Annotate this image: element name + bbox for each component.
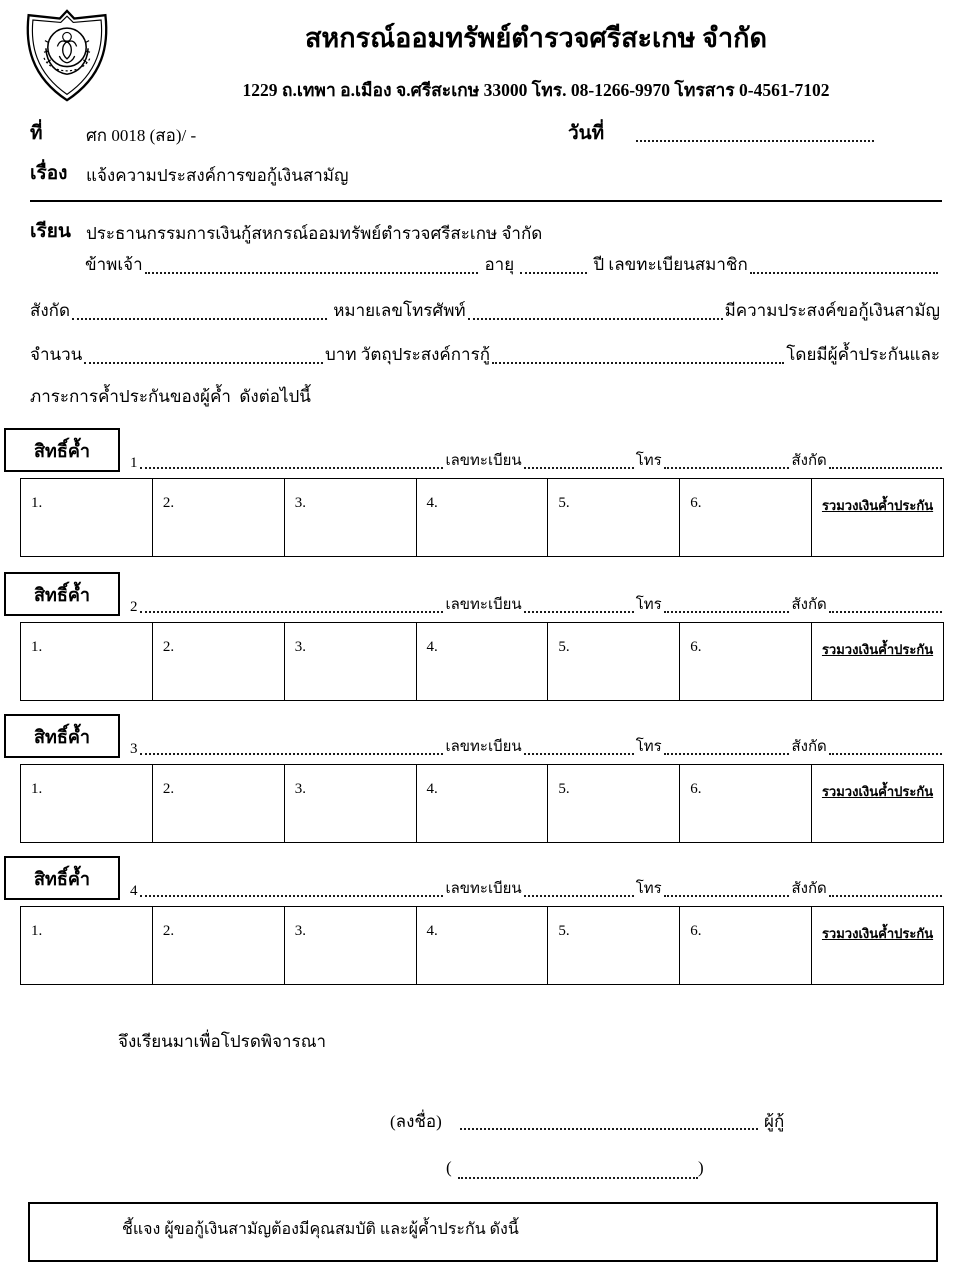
unit-blank — [829, 467, 942, 469]
guarantor-name-blank — [140, 895, 444, 897]
guarantee-right-label: สิทธิ์ค้ำ — [34, 726, 90, 747]
amount-label: จำนวน — [30, 345, 83, 364]
member-number-label: ปี เลขทะเบียนสมาชิก — [589, 255, 748, 274]
guarantee-total-header: รวมวงเงินค้ำประกัน — [821, 642, 934, 657]
guarantee-cell: 6. — [680, 623, 812, 701]
guarantor-2-fill-line — [130, 572, 944, 616]
guarantee-cell: 6. — [680, 765, 812, 843]
registration-label: เลขทะเบียน — [445, 597, 522, 613]
guarantee-cell: 5. — [548, 623, 680, 701]
amount-blank — [84, 362, 323, 364]
guarantor-4-fill-line — [130, 856, 944, 900]
guarantor-number: 2 — [130, 599, 138, 615]
guarantee-total-header: รวมวงเงินค้ำประกัน — [821, 926, 934, 941]
guarantee-table-1 — [20, 478, 944, 557]
salutation-label: เรียน — [30, 221, 71, 242]
guarantor-4-header — [4, 856, 944, 900]
guarantee-right-badge — [4, 428, 120, 472]
guarantee-table-3 — [20, 764, 944, 843]
telephone-blank — [664, 753, 790, 755]
guarantor-3-header — [4, 714, 944, 758]
guarantee-cell: 2. — [152, 623, 284, 701]
telephone-label: โทร — [635, 597, 662, 613]
guarantor-1-fill-line — [130, 428, 944, 472]
registration-blank — [524, 895, 634, 897]
signer-name-row — [0, 1158, 972, 1188]
telephone-label: โทร — [635, 881, 662, 897]
signer-name-blank-line — [458, 1177, 698, 1179]
registration-blank — [524, 467, 634, 469]
header-divider-line — [30, 200, 942, 202]
date-label: วันที่ — [568, 123, 605, 144]
phone-label: หมายเลขโทรศัพท์ — [328, 301, 466, 320]
guarantee-right-label: สิทธิ์ค้ำ — [34, 868, 90, 889]
telephone-blank — [664, 895, 790, 897]
guarantee-cell: 3. — [284, 765, 416, 843]
guarantee-cell: 6. — [680, 907, 812, 985]
guarantor-number: 4 — [130, 883, 138, 899]
unit-label: สังกัด — [791, 881, 827, 897]
guarantee-burden-text: ภาระการค้ำประกันของผู้ค้ำ ดังต่อไปนี้ — [30, 387, 311, 406]
clipped-footer-text: ชี้แจง ผู้ขอกู้เงินสามัญต้องมีคุณสมบัติ และผู้ค้ำประกัน ดังนี้ — [122, 1221, 519, 1238]
footer-note-box — [28, 1202, 938, 1262]
guarantee-cell: 4. — [416, 765, 548, 843]
guarantee-cell: 4. — [416, 479, 548, 557]
unit-blank — [829, 611, 942, 613]
guarantor-3-fill-line — [130, 714, 944, 758]
guarantor-section-2 — [4, 572, 944, 701]
purpose-label: บาท วัตถุประสงค์การกู้ — [324, 345, 491, 364]
guarantor-section-4 — [4, 856, 944, 985]
guarantee-cell: 1. — [21, 907, 153, 985]
unit-blank — [829, 895, 942, 897]
table-row — [21, 765, 944, 843]
body-line-amount-purpose — [30, 340, 940, 368]
telephone-label: โทร — [635, 453, 662, 469]
registration-blank — [524, 611, 634, 613]
guarantee-right-label: สิทธิ์ค้ำ — [34, 440, 90, 461]
age-label: อายุ — [480, 255, 519, 274]
guarantee-total-cell — [812, 479, 944, 557]
purpose-blank — [492, 362, 784, 364]
loan-intent-text: มีความประสงค์ขอกู้เงินสามัญ — [724, 301, 941, 320]
guarantee-cell: 1. — [21, 623, 153, 701]
guarantor-number: 1 — [130, 455, 138, 471]
unit-blank — [72, 318, 327, 320]
date-blank-line — [636, 140, 874, 142]
salutation-recipient: ประธานกรรมการเงินกู้สหกรณ์ออมทรัพย์ตำรวจศรีสะเกษ จำกัด — [86, 224, 543, 243]
age-blank — [520, 272, 587, 274]
guarantee-table-4 — [20, 906, 944, 985]
reference-row — [0, 118, 972, 152]
unit-label: สังกัด — [791, 739, 827, 755]
ref-label: ที่ — [30, 123, 43, 144]
guarantor-section-3 — [4, 714, 944, 843]
guarantor-name-blank — [140, 753, 444, 755]
guarantee-cell: 4. — [416, 907, 548, 985]
organization-address: 1229 ถ.เทพา อ.เมือง จ.ศรีสะเกษ 33000 โทร. 08-1266-9970 โทรสาร 0-4561-7102 — [242, 80, 830, 100]
guarantee-cell: 4. — [416, 623, 548, 701]
table-row — [21, 907, 944, 985]
signature-blank-line — [460, 1128, 758, 1130]
guarantee-cell: 3. — [284, 907, 416, 985]
guarantee-cell: 2. — [152, 479, 284, 557]
ref-number: ศก 0018 (สอ)/ - — [86, 126, 197, 145]
guarantee-cell: 2. — [152, 907, 284, 985]
guarantee-cell: 1. — [21, 479, 153, 557]
guarantee-cell: 5. — [548, 907, 680, 985]
registration-label: เลขทะเบียน — [445, 881, 522, 897]
body-line-unit-phone — [30, 296, 940, 324]
applicant-name-blank — [145, 272, 479, 274]
salutation-row — [0, 216, 972, 250]
phone-blank — [468, 318, 723, 320]
body-line-applicant — [85, 250, 940, 278]
subject-row — [0, 158, 972, 192]
telephone-label: โทร — [635, 739, 662, 755]
guarantee-right-badge — [4, 572, 120, 616]
guarantor-1-header — [4, 428, 944, 472]
guarantor-name-blank — [140, 467, 444, 469]
guarantee-right-label: สิทธิ์ค้ำ — [34, 584, 90, 605]
guarantee-cell: 2. — [152, 765, 284, 843]
unit-label: สังกัด — [791, 453, 827, 469]
paren-open: ( — [446, 1158, 452, 1177]
guarantee-total-header: รวมวงเงินค้ำประกัน — [821, 498, 934, 513]
guarantee-total-header: รวมวงเงินค้ำประกัน — [821, 784, 934, 799]
guarantee-cell: 3. — [284, 479, 416, 557]
body-line-guarantee-burden — [30, 382, 940, 410]
guarantee-cell: 6. — [680, 479, 812, 557]
guarantee-cell: 1. — [21, 765, 153, 843]
organization-name: สหกรณ์ออมทรัพย์ตำรวจศรีสะเกษ จำกัด — [304, 23, 768, 53]
unit-blank — [829, 753, 942, 755]
guarantor-section-1 — [4, 428, 944, 557]
paren-close: ) — [698, 1158, 704, 1177]
guarantee-total-cell — [812, 765, 944, 843]
registration-label: เลขทะเบียน — [445, 739, 522, 755]
applicant-label: ข้าพเจ้า — [85, 255, 143, 274]
subject-value: แจ้งความประสงค์การขอกู้เงินสามัญ — [86, 166, 349, 185]
guarantor-name-blank — [140, 611, 444, 613]
signature-row — [0, 1108, 972, 1140]
guarantor-number: 3 — [130, 741, 138, 757]
closing-sentence: จึงเรียนมาเพื่อโปรดพิจารณา — [118, 1032, 327, 1051]
guarantor-2-header — [4, 572, 944, 616]
member-number-blank — [750, 272, 938, 274]
guarantee-total-cell — [812, 623, 944, 701]
subject-label: เรื่อง — [30, 163, 68, 184]
unit-label: สังกัด — [30, 301, 71, 320]
guarantee-cell: 5. — [548, 765, 680, 843]
telephone-blank — [664, 467, 790, 469]
cooperative-shield-logo-icon — [14, 8, 120, 104]
sign-label: (ลงชื่อ) — [390, 1112, 442, 1131]
unit-label: สังกัด — [791, 597, 827, 613]
guarantor-intro-text: โดยมีผู้ค้ำประกันและ — [786, 345, 940, 364]
registration-blank — [524, 753, 634, 755]
guarantee-cell: 5. — [548, 479, 680, 557]
table-row — [21, 623, 944, 701]
telephone-blank — [664, 611, 790, 613]
table-row — [21, 479, 944, 557]
guarantee-total-cell — [812, 907, 944, 985]
guarantee-right-badge — [4, 856, 120, 900]
registration-label: เลขทะเบียน — [445, 453, 522, 469]
guarantee-table-2 — [20, 622, 944, 701]
guarantee-right-badge — [4, 714, 120, 758]
guarantee-cell: 3. — [284, 623, 416, 701]
signer-role-label: ผู้กู้ — [764, 1112, 785, 1131]
